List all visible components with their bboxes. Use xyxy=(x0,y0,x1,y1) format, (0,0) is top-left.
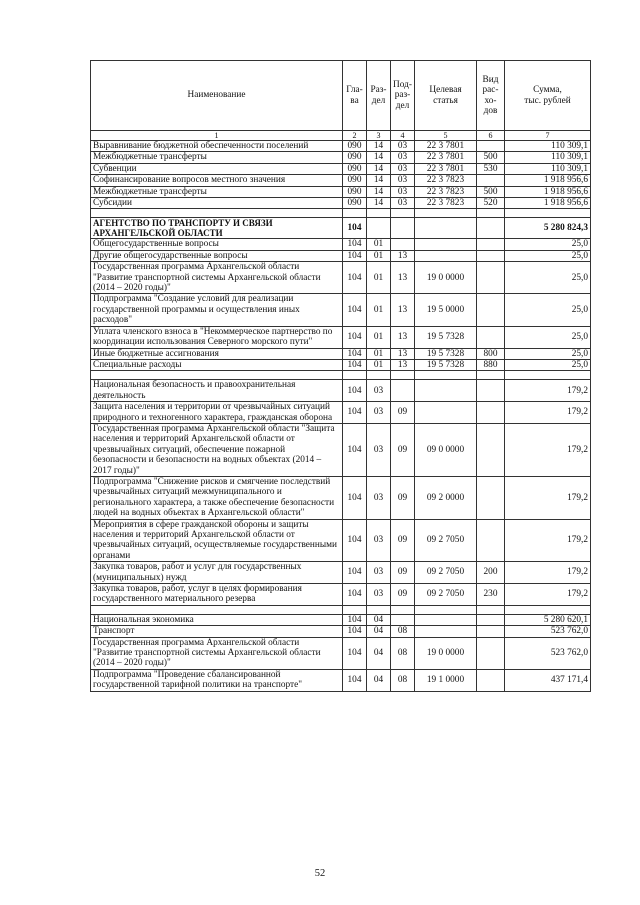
row-chapter: 104 xyxy=(343,562,367,584)
row-target: 22 3 7823 xyxy=(415,175,477,186)
row-sum: 5 280 824,3 xyxy=(505,218,591,239)
row-target: 22 3 7823 xyxy=(415,186,477,197)
row-expense-type xyxy=(477,423,505,476)
row-expense-type xyxy=(477,262,505,294)
spacer-cell xyxy=(477,605,505,614)
row-sum: 437 171,4 xyxy=(505,669,591,691)
row-sum: 25,0 xyxy=(505,250,591,261)
row-name: Закупка товаров, работ и услуг для государственных (муниципальных) нужд xyxy=(91,562,343,584)
spacer-cell xyxy=(343,605,367,614)
table-row xyxy=(91,562,591,584)
row-expense-type xyxy=(477,626,505,637)
column-number: 6 xyxy=(477,131,505,141)
row-target xyxy=(415,218,477,239)
row-section: 03 xyxy=(367,380,391,402)
row-target: 22 3 7801 xyxy=(415,163,477,174)
row-sum: 179,2 xyxy=(505,476,591,519)
row-subsection: 13 xyxy=(391,326,415,348)
row-expense-type xyxy=(477,218,505,239)
header-section: Раз- дел xyxy=(367,61,391,131)
row-name: Подпрограмма "Проведение сбалансированной государственной тарифной политики на транспорте" xyxy=(91,669,343,691)
column-number: 4 xyxy=(391,131,415,141)
row-subsection: 09 xyxy=(391,519,415,562)
row-subsection: 08 xyxy=(391,669,415,691)
table-row xyxy=(91,262,591,294)
row-sum: 110 309,1 xyxy=(505,163,591,174)
spacer-row xyxy=(91,605,591,614)
spacer-cell xyxy=(367,209,391,218)
table-row xyxy=(91,584,591,606)
spacer-cell xyxy=(477,209,505,218)
row-subsection: 13 xyxy=(391,294,415,326)
row-chapter: 104 xyxy=(343,218,367,239)
row-expense-type xyxy=(477,250,505,261)
spacer-cell xyxy=(391,209,415,218)
row-sum: 25,0 xyxy=(505,359,591,370)
row-section: 01 xyxy=(367,294,391,326)
row-sum: 25,0 xyxy=(505,348,591,359)
table-row xyxy=(91,476,591,519)
row-target xyxy=(415,626,477,637)
row-subsection: 13 xyxy=(391,359,415,370)
row-name: Закупка товаров, работ, услуг в целях формирования государственного материального резерва xyxy=(91,584,343,606)
spacer-cell xyxy=(477,371,505,380)
row-expense-type xyxy=(477,637,505,669)
row-section: 01 xyxy=(367,262,391,294)
row-target: 19 1 0000 xyxy=(415,669,477,691)
row-subsection: 09 xyxy=(391,584,415,606)
row-name: Межбюджетные трансферты xyxy=(91,152,343,163)
row-target: 19 5 0000 xyxy=(415,294,477,326)
row-expense-type xyxy=(477,294,505,326)
row-subsection: 08 xyxy=(391,626,415,637)
row-target xyxy=(415,402,477,424)
row-section: 04 xyxy=(367,669,391,691)
row-target: 19 0 0000 xyxy=(415,262,477,294)
row-chapter: 104 xyxy=(343,626,367,637)
row-subsection: 03 xyxy=(391,186,415,197)
row-chapter: 090 xyxy=(343,186,367,197)
row-subsection xyxy=(391,380,415,402)
row-name: Софинансирование вопросов местного значения xyxy=(91,175,343,186)
header-expense-type: Вид рас- хо- дов xyxy=(477,61,505,131)
row-expense-type: 880 xyxy=(477,359,505,370)
spacer-cell xyxy=(505,605,591,614)
row-section: 14 xyxy=(367,198,391,209)
spacer-row xyxy=(91,209,591,218)
row-name: Национальная экономика xyxy=(91,614,343,625)
row-chapter: 104 xyxy=(343,326,367,348)
row-subsection: 13 xyxy=(391,262,415,294)
spacer-cell xyxy=(415,605,477,614)
row-target: 09 2 7050 xyxy=(415,519,477,562)
table-row xyxy=(91,175,591,186)
row-expense-type: 530 xyxy=(477,163,505,174)
row-section: 03 xyxy=(367,402,391,424)
row-subsection: 03 xyxy=(391,152,415,163)
row-sum: 1 918 956,6 xyxy=(505,186,591,197)
row-sum: 1 918 956,6 xyxy=(505,198,591,209)
table-row xyxy=(91,626,591,637)
table-row xyxy=(91,152,591,163)
row-target: 22 3 7801 xyxy=(415,141,477,152)
row-subsection: 09 xyxy=(391,476,415,519)
row-name: Государственная программа Архангельской области "Развитие транспортной системы Архангельской области (2014 – 2020 годы)" xyxy=(91,637,343,669)
column-number: 5 xyxy=(415,131,477,141)
row-chapter: 090 xyxy=(343,152,367,163)
row-chapter: 104 xyxy=(343,250,367,261)
row-name: Другие общегосударственные вопросы xyxy=(91,250,343,261)
row-name: Национальная безопасность и правоохранительная деятельность xyxy=(91,380,343,402)
table-row xyxy=(91,163,591,174)
row-sum: 179,2 xyxy=(505,562,591,584)
row-chapter: 104 xyxy=(343,476,367,519)
row-target: 19 5 7328 xyxy=(415,326,477,348)
spacer-cell xyxy=(343,371,367,380)
spacer-cell xyxy=(91,605,343,614)
row-expense-type xyxy=(477,380,505,402)
row-name: Транспорт xyxy=(91,626,343,637)
row-chapter: 104 xyxy=(343,359,367,370)
spacer-cell xyxy=(343,209,367,218)
column-number: 3 xyxy=(367,131,391,141)
row-section: 03 xyxy=(367,423,391,476)
row-expense-type xyxy=(477,141,505,152)
row-expense-type: 500 xyxy=(477,186,505,197)
table-row xyxy=(91,141,591,152)
agency-total-row xyxy=(91,218,591,239)
row-expense-type: 230 xyxy=(477,584,505,606)
spacer-cell xyxy=(415,371,477,380)
row-section: 03 xyxy=(367,584,391,606)
row-chapter: 104 xyxy=(343,294,367,326)
spacer-cell xyxy=(505,371,591,380)
row-expense-type: 520 xyxy=(477,198,505,209)
spacer-cell xyxy=(91,371,343,380)
row-section: 03 xyxy=(367,519,391,562)
row-expense-type: 800 xyxy=(477,348,505,359)
row-section: 14 xyxy=(367,175,391,186)
table-row xyxy=(91,359,591,370)
row-target: 19 5 7328 xyxy=(415,359,477,370)
row-name: Выравнивание бюджетной обеспеченности поселений xyxy=(91,141,343,152)
row-name: Государственная программа Архангельской области "Защита населения и территорий Архангельской области от чрезвычайных ситуаций, обеспечение пожарной безопасности и безопасности на водных объектах (2014 – 2017 годы)" xyxy=(91,423,343,476)
table-row xyxy=(91,423,591,476)
row-section: 04 xyxy=(367,614,391,625)
row-expense-type xyxy=(477,402,505,424)
row-sum: 523 762,0 xyxy=(505,626,591,637)
row-name: Мероприятия в сфере гражданской обороны и защиты населения и территорий Архангельской области от чрезвычайных ситуаций, осуществляемые государственными органами xyxy=(91,519,343,562)
table-row xyxy=(91,239,591,250)
row-sum: 179,2 xyxy=(505,402,591,424)
row-target: 22 3 7823 xyxy=(415,198,477,209)
table-row xyxy=(91,250,591,261)
table-row xyxy=(91,519,591,562)
row-expense-type xyxy=(477,476,505,519)
row-subsection: 08 xyxy=(391,637,415,669)
row-chapter: 104 xyxy=(343,402,367,424)
row-expense-type xyxy=(477,326,505,348)
row-target: 09 2 0000 xyxy=(415,476,477,519)
row-section xyxy=(367,218,391,239)
spacer-cell xyxy=(367,605,391,614)
row-chapter: 104 xyxy=(343,669,367,691)
row-section: 01 xyxy=(367,239,391,250)
row-expense-type xyxy=(477,669,505,691)
row-name: АГЕНТСТВО ПО ТРАНСПОРТУ И СВЯЗИ АРХАНГЕЛЬСКОЙ ОБЛАСТИ xyxy=(91,218,343,239)
row-chapter: 104 xyxy=(343,637,367,669)
row-name: Специальные расходы xyxy=(91,359,343,370)
spacer-cell xyxy=(391,605,415,614)
row-name: Подпрограмма "Создание условий для реализации государственной программы и осуществления иных расходов" xyxy=(91,294,343,326)
row-sum: 5 280 620,1 xyxy=(505,614,591,625)
row-sum: 25,0 xyxy=(505,326,591,348)
row-target xyxy=(415,250,477,261)
row-name: Государственная программа Архангельской области "Развитие транспортной системы Архангельской области (2014 – 2020 годы)" xyxy=(91,262,343,294)
spacer-cell xyxy=(505,209,591,218)
row-chapter: 090 xyxy=(343,141,367,152)
row-sum: 25,0 xyxy=(505,239,591,250)
row-name: Уплата членского взноса в "Некоммерческое партнерство по координации использования Северного морского пути" xyxy=(91,326,343,348)
row-target: 22 3 7801 xyxy=(415,152,477,163)
table-row xyxy=(91,669,591,691)
table-row xyxy=(91,614,591,625)
row-target xyxy=(415,239,477,250)
row-name: Общегосударственные вопросы xyxy=(91,239,343,250)
header-name: Наименование xyxy=(91,61,343,131)
row-target: 19 0 0000 xyxy=(415,637,477,669)
row-section: 14 xyxy=(367,186,391,197)
row-section: 14 xyxy=(367,163,391,174)
row-subsection xyxy=(391,218,415,239)
row-name: Подпрограмма "Снижение рисков и смягчение последствий чрезвычайных ситуаций межмуниципального и регионального характера, а также обеспечение безопасности людей на водных объектах в Архангельской области" xyxy=(91,476,343,519)
spacer-cell xyxy=(91,209,343,218)
row-sum: 179,2 xyxy=(505,380,591,402)
row-target xyxy=(415,380,477,402)
row-sum: 179,2 xyxy=(505,584,591,606)
header-subsection: Под- раз- дел xyxy=(391,61,415,131)
table-row xyxy=(91,380,591,402)
row-sum: 523 762,0 xyxy=(505,637,591,669)
column-number: 7 xyxy=(505,131,591,141)
row-subsection xyxy=(391,239,415,250)
row-target: 09 2 7050 xyxy=(415,584,477,606)
header-target: Целевая статья xyxy=(415,61,477,131)
spacer-cell xyxy=(415,209,477,218)
row-chapter: 090 xyxy=(343,198,367,209)
row-chapter: 104 xyxy=(343,380,367,402)
row-section: 01 xyxy=(367,359,391,370)
row-sum: 25,0 xyxy=(505,262,591,294)
row-section: 03 xyxy=(367,476,391,519)
row-sum: 179,2 xyxy=(505,519,591,562)
row-chapter: 104 xyxy=(343,519,367,562)
table-header-row xyxy=(91,61,591,131)
row-expense-type: 500 xyxy=(477,152,505,163)
row-expense-type xyxy=(477,614,505,625)
row-chapter: 090 xyxy=(343,175,367,186)
row-expense-type: 200 xyxy=(477,562,505,584)
row-chapter: 104 xyxy=(343,239,367,250)
row-chapter: 104 xyxy=(343,423,367,476)
row-section: 01 xyxy=(367,348,391,359)
row-expense-type xyxy=(477,239,505,250)
column-number: 2 xyxy=(343,131,367,141)
row-target: 09 0 0000 xyxy=(415,423,477,476)
header-sum: Сумма, тыс. рублей xyxy=(505,61,591,131)
column-number-row xyxy=(91,131,591,141)
spacer-row xyxy=(91,371,591,380)
row-sum: 110 309,1 xyxy=(505,141,591,152)
row-section: 04 xyxy=(367,637,391,669)
row-sum: 110 309,1 xyxy=(505,152,591,163)
row-chapter: 104 xyxy=(343,584,367,606)
row-subsection: 03 xyxy=(391,175,415,186)
row-section: 04 xyxy=(367,626,391,637)
row-name: Субсидии xyxy=(91,198,343,209)
table-row xyxy=(91,186,591,197)
row-name: Межбюджетные трансферты xyxy=(91,186,343,197)
table-row xyxy=(91,402,591,424)
page-number: 52 xyxy=(314,868,326,879)
budget-table xyxy=(90,60,591,692)
column-number: 1 xyxy=(91,131,343,141)
row-subsection: 13 xyxy=(391,348,415,359)
row-target xyxy=(415,614,477,625)
row-section: 03 xyxy=(367,562,391,584)
row-target: 09 2 7050 xyxy=(415,562,477,584)
spacer-cell xyxy=(367,371,391,380)
row-chapter: 104 xyxy=(343,262,367,294)
row-name: Иные бюджетные ассигнования xyxy=(91,348,343,359)
row-subsection: 03 xyxy=(391,163,415,174)
row-target: 19 5 7328 xyxy=(415,348,477,359)
row-section: 14 xyxy=(367,141,391,152)
row-subsection: 03 xyxy=(391,198,415,209)
header-chapter: Гла- ва xyxy=(343,61,367,131)
table-row xyxy=(91,198,591,209)
row-section: 01 xyxy=(367,250,391,261)
row-chapter: 090 xyxy=(343,163,367,174)
row-chapter: 104 xyxy=(343,614,367,625)
row-name: Субвенции xyxy=(91,163,343,174)
row-expense-type xyxy=(477,175,505,186)
row-sum: 179,2 xyxy=(505,423,591,476)
row-subsection: 03 xyxy=(391,141,415,152)
row-subsection xyxy=(391,614,415,625)
table-row xyxy=(91,348,591,359)
row-section: 01 xyxy=(367,326,391,348)
table-row xyxy=(91,326,591,348)
row-sum: 1 918 956,6 xyxy=(505,175,591,186)
row-subsection: 13 xyxy=(391,250,415,261)
row-chapter: 104 xyxy=(343,348,367,359)
table-row xyxy=(91,637,591,669)
row-expense-type xyxy=(477,519,505,562)
row-subsection: 09 xyxy=(391,402,415,424)
spacer-cell xyxy=(391,371,415,380)
row-sum: 25,0 xyxy=(505,294,591,326)
table-row xyxy=(91,294,591,326)
row-subsection: 09 xyxy=(391,423,415,476)
row-name: Защита населения и территории от чрезвычайных ситуаций природного и техногенного характера, гражданская оборона xyxy=(91,402,343,424)
row-section: 14 xyxy=(367,152,391,163)
row-subsection: 09 xyxy=(391,562,415,584)
